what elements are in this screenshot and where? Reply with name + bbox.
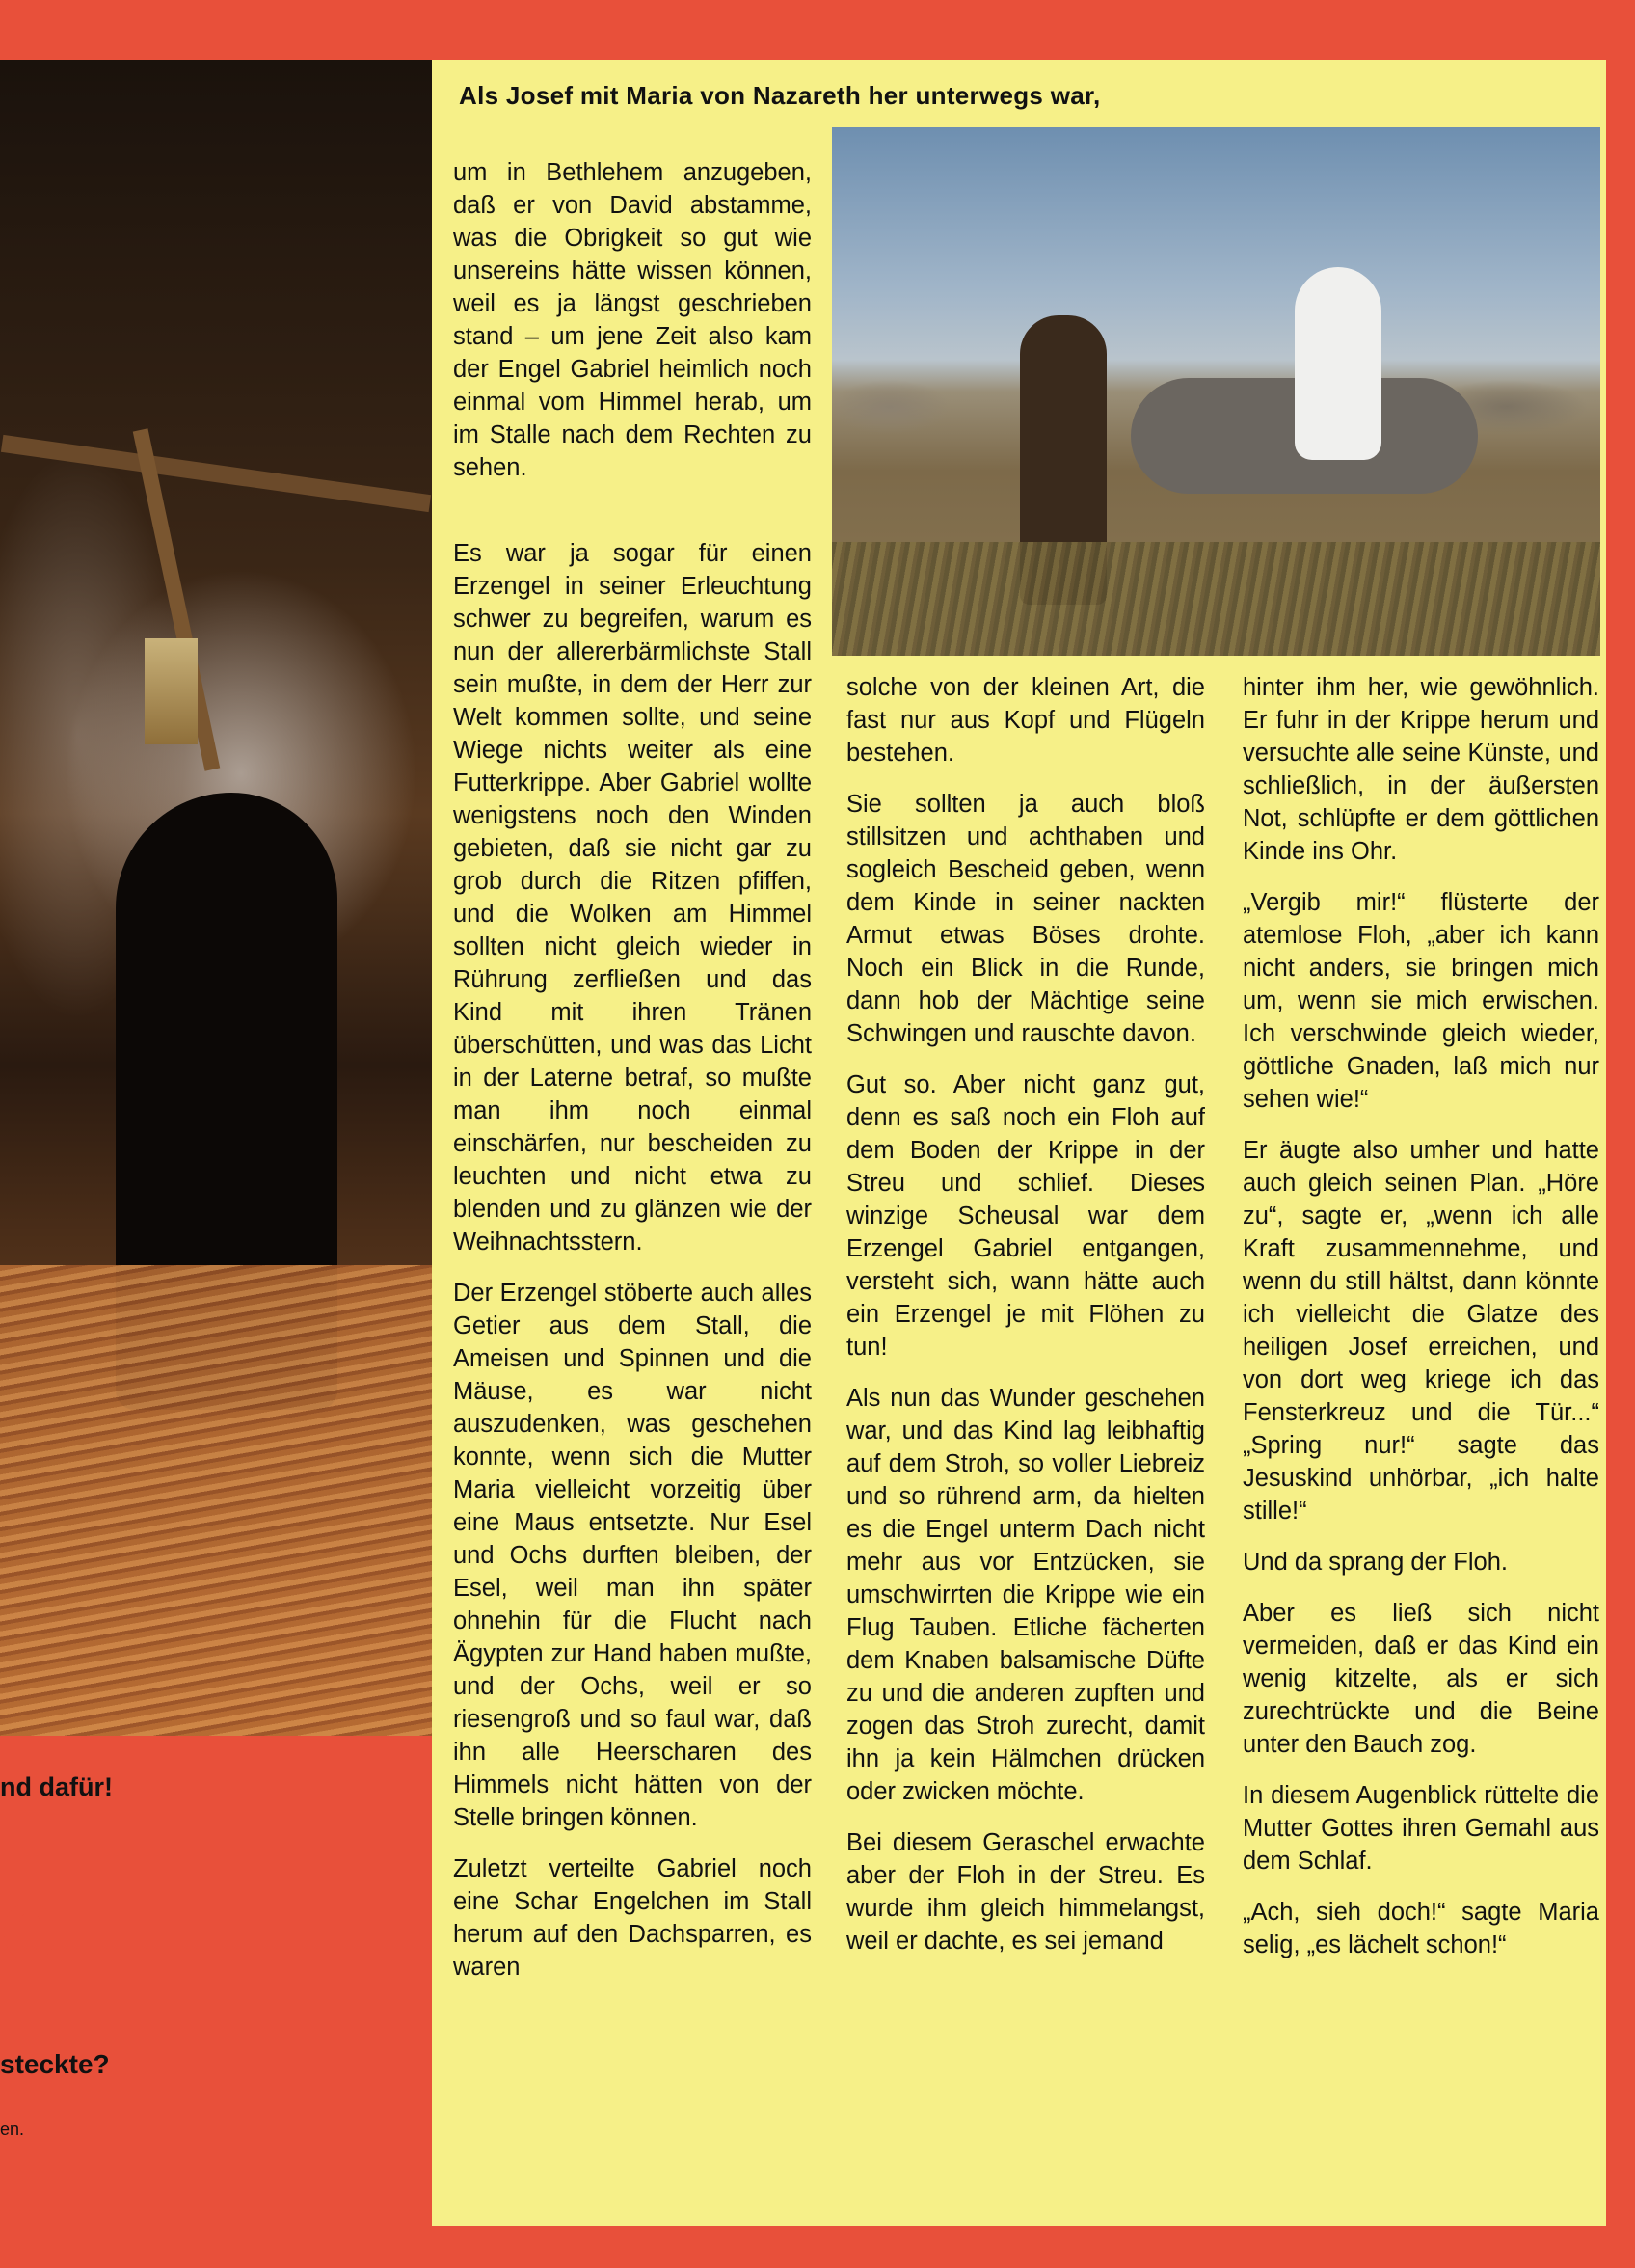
left-fragment-title: e bbox=[0, 1865, 59, 1982]
paragraph: Aber es ließ sich nicht vermeiden, daß er das Kind ein wenig kitzelte, als er sich zurechtrückte und die Beine unter den Bauch zog. bbox=[1243, 1600, 1599, 1758]
crown-figure bbox=[145, 638, 198, 744]
paragraph: Zuletzt verteilte Gabriel noch eine Schar Engelchen im Stall herum auf den Dachsparren, es waren bbox=[453, 1855, 812, 1981]
paragraph: In diesem Augenblick rüttelte die Mutter Gottes ihren Gemahl aus dem Schlaf. bbox=[1243, 1782, 1599, 1875]
desert-brush bbox=[832, 542, 1600, 656]
journey-photo bbox=[832, 127, 1600, 656]
paragraph: solche von der kleinen Art, die fast nur aus Kopf und Flügeln bestehen. bbox=[846, 674, 1205, 767]
article-column-2 bbox=[846, 671, 1205, 1976]
paragraph: „Vergib mir!“ flüsterte der atemlose Floh, „aber ich kann nicht anders, sie bringen mich um, wenn sie mich erwischen. Ich verschwinde gleich wieder, göttliche Gnaden, laß mich nur sehen wie!“ bbox=[1243, 889, 1599, 1113]
paragraph: Als nun das Wunder geschehen war, und das Kind lag leibhaftig auf dem Stroh, so voller Liebreiz und so rührend arm, da hielten es die Engel unterm Dach nicht mehr aus vor Entzücken, sie umschwirrten die Krippe wie ein Flug Tauben. Etliche fächerten dem Knaben balsamische Düfte zu und die anderen zupften und zogen das Stroh zurecht, damit ihn ja kein Hälmchen drücken oder zwicken möchte. bbox=[846, 1385, 1205, 1805]
paragraph: Bei diesem Geraschel erwachte aber der Floh in der Streu. Es wurde ihm gleich himmelangst, weil er dachte, es sei jemand bbox=[846, 1829, 1205, 1955]
paragraph: Es war ja sogar für einen Erzengel in seiner Erleuchtung schwer zu begreifen, warum es nun der allererbärmlichste Stall sein mußte, in dem der Herr zur Welt kommen sollte, und seine Wiege nichts weiter als eine Futterkrippe. Aber Gabriel wollte wenigstens noch den Winden gebieten, daß sie nicht gar zu grob durch die Ritzen pfiffen, und die Wolken am Himmel sollten nicht gleich wieder in Rührung zerfließen und das Kind mit ihren Tränen überschütten, und was das Licht in der Laterne betraf, so mußte man ihm noch einmal einschärfen, nur bescheiden zu leuchten und nicht etwa zu blenden und zu glänzen wie der Weihnachtsstern. bbox=[453, 540, 812, 1256]
nativity-photo bbox=[0, 60, 432, 1736]
roof-beam bbox=[1, 435, 431, 512]
paragraph: Sie sollten ja auch bloß stillsitzen und achthaben und sogleich Bescheid geben, wenn dem Kinde in seiner nackten Armut etwas Böses drohte. Noch ein Blick in die Runde, dann hob der Mächtige seine Schwingen und rauschte davon. bbox=[846, 791, 1205, 1047]
paragraph: „Ach, sieh doch!“ sagte Maria selig, „es lächelt schon!“ bbox=[1243, 1899, 1599, 1958]
article-column-3 bbox=[1243, 671, 1599, 1980]
paragraph: Gut so. Aber nicht ganz gut, denn es saß noch ein Floh auf dem Boden der Krippe in der Streu und schlief. Dieses winzige Scheusal war dem Erzengel Gabriel entgangen, versteht sich, wann hätte auch ein Erzengel je mit Flöhen zu tun! bbox=[846, 1071, 1205, 1361]
article-column-1-top bbox=[453, 156, 812, 502]
straw-floor bbox=[0, 1265, 432, 1736]
article-column-1 bbox=[453, 537, 812, 2002]
paragraph: Der Erzengel stöberte auch alles Getier aus dem Stall, die Ameisen und Spinnen und die Mäuse, es war nicht auszudenken, was geschehen konnte, wenn sich die Mutter Maria vielleicht vorzeitig über eine Maus entsetzte. Nur Esel und Ochs durften bleiben, der Esel, weil man ihn später ohnehin für die Flucht nach Ägypten zur Hand haben mußte, und der Ochs, weil er so riesengroß und so faul war, daß ihn alle Heerscharen des Himmels nicht hätten von der Stelle bringen können. bbox=[453, 1280, 812, 1831]
left-fragment-2: steckte? bbox=[0, 2049, 110, 2079]
article-panel bbox=[432, 60, 1606, 2226]
left-fragment-3: en. bbox=[0, 2120, 25, 2139]
paragraph: hinter ihm her, wie gewöhnlich. Er fuhr in der Krippe herum und versuchte alle seine Künste, und schließlich, in der äußersten Not, schlüpfte er dem göttlichen Kinde ins Ohr. bbox=[1243, 674, 1599, 865]
article-headline: Als Josef mit Maria von Nazareth her unterwegs war, bbox=[459, 81, 1101, 110]
paragraph: Er äugte also umher und hatte auch gleich seinen Plan. „Höre zu“, sagte er, „wenn ich alle Kraft zusammennehme, und wenn du still hältst, dann könnte ich vielleicht die Glatze des heiligen Josef erreichen, und von dort weg kriege ich das Fensterkreuz und die Tür...“ „Spring nur!“ sagte das Jesuskind unhörbar, „ich halte stille!“ bbox=[1243, 1137, 1599, 1525]
left-fragment-1: nd dafür! bbox=[0, 1772, 113, 1801]
paragraph: um in Bethlehem anzugeben, daß er von David abstamme, was die Obrigkeit so gut wie unsereins hätte wissen können, weil es ja längst geschrieben stand – um jene Zeit also kam der Engel Gabriel heimlich noch einmal vom Himmel herab, um im Stalle nach dem Rechten zu sehen. bbox=[453, 159, 812, 481]
mary-figure bbox=[1295, 267, 1381, 460]
paragraph: Und da sprang der Floh. bbox=[1243, 1549, 1508, 1576]
